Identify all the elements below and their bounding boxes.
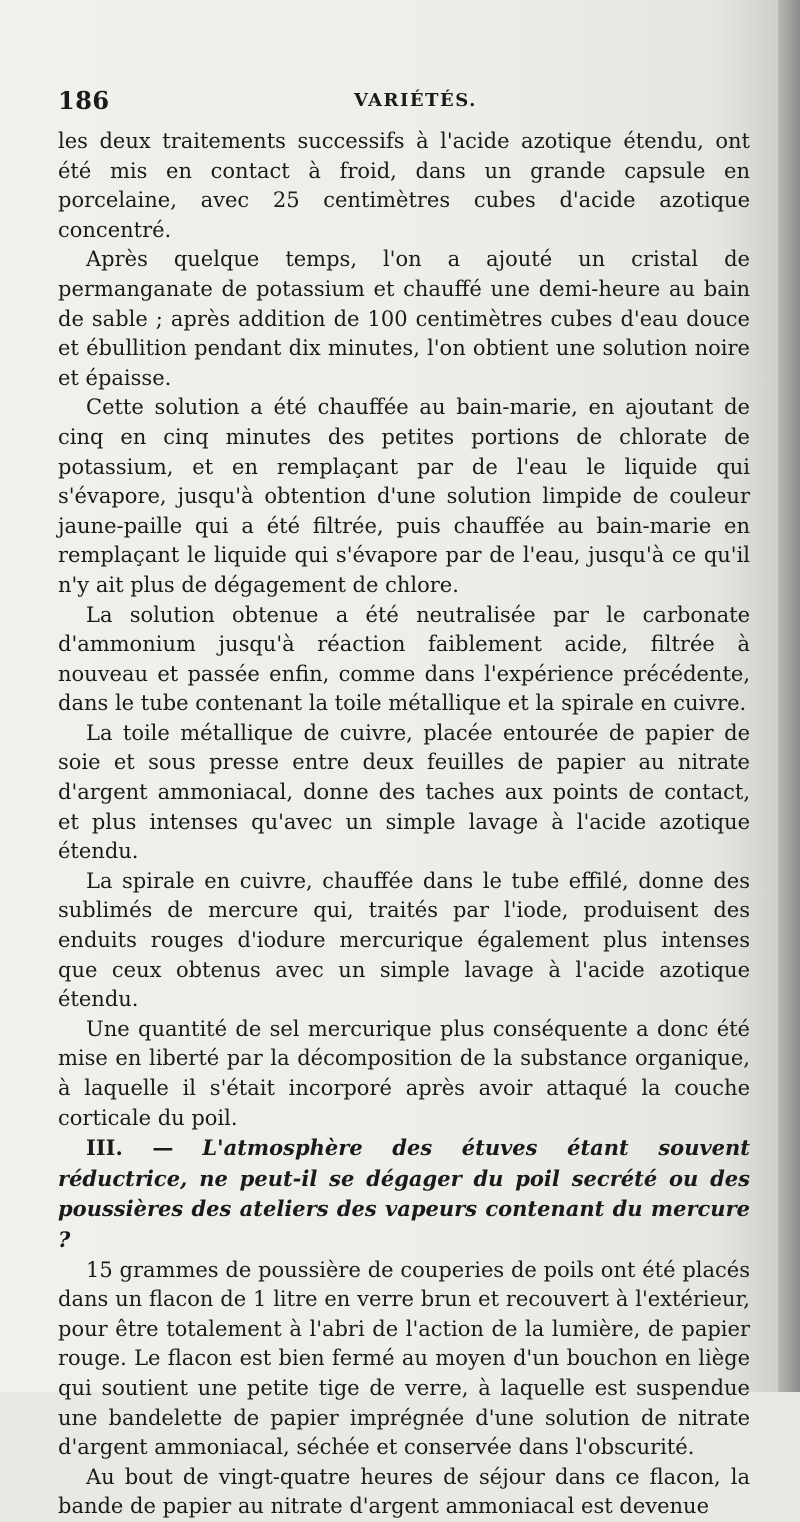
section-numeral: III. — bbox=[86, 1135, 174, 1161]
paragraph: La solution obtenue a été neutralisée par le carbonate d'ammonium jusqu'à réaction faiblement acide, filtrée à nouveau et passée enfin, comme dans l'expérience précédente, dans le tube contenant la toile métallique et la spirale en cuivre. bbox=[58, 602, 750, 716]
body-text bbox=[58, 127, 750, 1522]
paragraph: Au bout de vingt-quatre heures de séjour dans ce flacon, la bande de papier au nitrate d'argent ammoniacal est devenue bbox=[58, 1464, 750, 1519]
question-text: L'atmosphère des étuves étant souvent réductrice, ne peut-il se dégager du poil secrété ou des poussières des ateliers des vapeurs contenant du mercure ? bbox=[58, 1135, 750, 1252]
page-edge-shadow bbox=[778, 0, 800, 1392]
page-header bbox=[58, 86, 758, 120]
paragraph: les deux traitements successifs à l'acide azotique étendu, ont été mis en contact à froid, dans un grande capsule en porcelaine, avec 25 centimètres cubes d'acide azotique concentré. bbox=[58, 129, 750, 242]
paragraph: Une quantité de sel mercurique plus conséquente a donc été mise en liberté par la décomposition de la substance organique, à laquelle il s'était incorporé après avoir attaqué la couche corticale du poil. bbox=[58, 1016, 750, 1130]
paragraph: Après quelque temps, l'on a ajouté un cristal de permanganate de potassium et chauffé une demi-heure au bain de sable ; après addition de 100 centimètres cubes d'eau douce et ébullition pendant dix minutes, l'on obtient une solution noire et épaisse. bbox=[58, 247, 750, 390]
paragraph: La toile métallique de cuivre, placée entourée de papier de soie et sous presse entre deux feuilles de papier au nitrate d'argent ammoniacal, donne des taches aux points de contact, et plus intenses qu'avec un simple lavage à l'acide azotique étendu. bbox=[58, 720, 750, 864]
page-number: 186 bbox=[58, 86, 110, 115]
paragraph: 15 grammes de poussière de couperies de poils ont été placés dans un flacon de 1 litre en verre brun et recouvert à l'extérieur, pour être totalement à l'abri de l'action de la lumière, de papier rouge. Le flacon est bien fermé au moyen d'un bouchon en liège qui soutient une petite tige de verre, à laquelle est suspendue une bandelette de papier imprégnée d'une solution de nitrate d'argent ammoniacal, séchée et conservée dans l'obscurité. bbox=[58, 1257, 750, 1460]
running-head: VARIÉTÉS. bbox=[354, 90, 477, 111]
section-question bbox=[58, 1133, 750, 1255]
paragraph: Cette solution a été chauffée au bain-marie, en ajoutant de cinq en cinq minutes des petites portions de chlorate de potassium, et en remplaçant par de l'eau le liquide qui s'évapore, jusqu'à obtention d'une solution limpide de couleur jaune-paille qui a été filtrée, puis chauffée au bain-marie en remplaçant le liquide qui s'évapore par de l'eau, jusqu'à ce qu'il n'y ait plus de dégagement de chlore. bbox=[58, 395, 750, 597]
paragraph: La spirale en cuivre, chauffée dans le tube effilé, donne des sublimés de mercure qui, traités par l'iode, produisent des enduits rouges d'iodure mercurique également plus intenses que ceux obtenus avec un simple lavage à l'acide azotique étendu. bbox=[58, 868, 750, 1012]
